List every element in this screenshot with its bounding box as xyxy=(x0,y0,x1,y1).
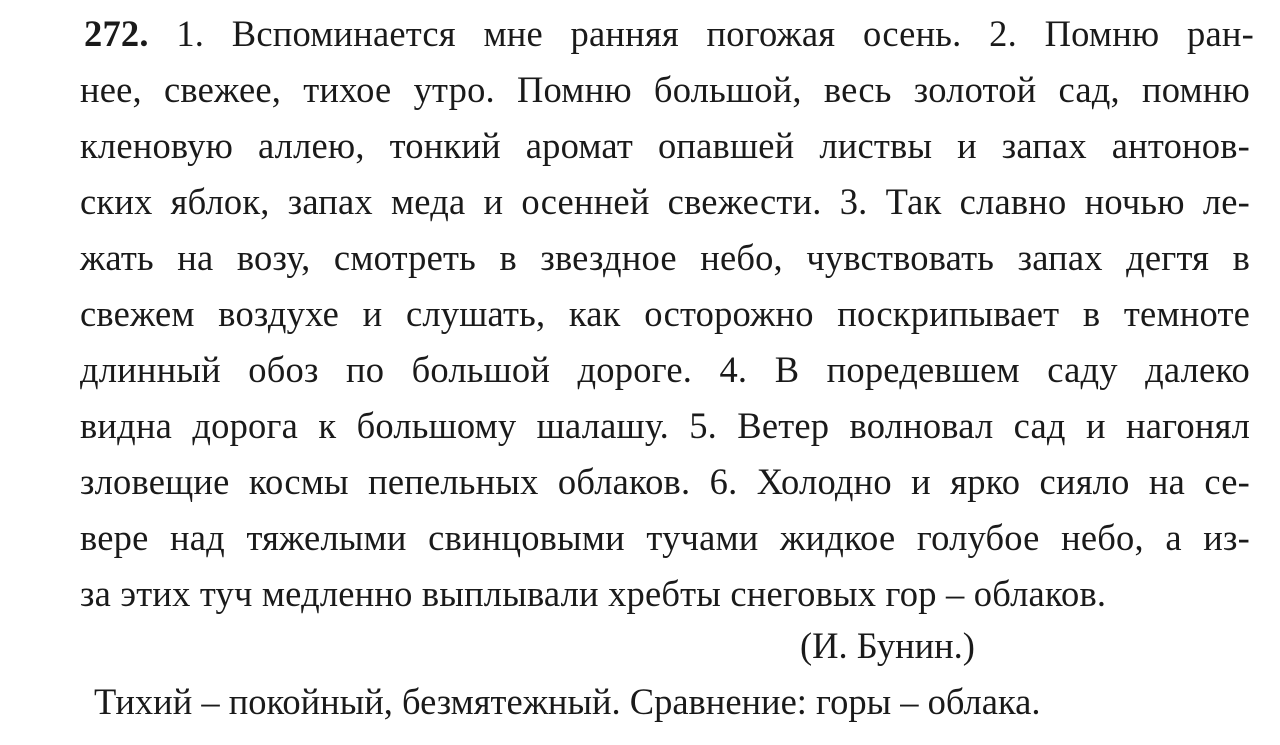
text-line-1-content: 1. Вспоминается мне ранняя погожая осень. 2. Помню ран- xyxy=(176,13,1254,54)
text-line-7: длинный обоз по большой дороге. 4. В поредевшем саду далеко xyxy=(80,349,1250,390)
text-line-4: ских яблок, запах меда и осенней свежести. 3. Так славно ночью ле- xyxy=(80,181,1250,222)
exercise-number: 272. xyxy=(84,13,149,54)
text-line-3: кленовую аллею, тонкий аромат опавшей листвы и запах антонов- xyxy=(80,125,1250,166)
vocabulary-note: Тихий – покойный, безмятежный. Сравнение: горы – облака. xyxy=(94,681,1041,722)
text-line-10: вере над тяжелыми свинцовыми тучами жидкое голубое небо, а из- xyxy=(80,517,1250,558)
text-line-9: зловещие космы пепельных облаков. 6. Холодно и ярко сияло на се- xyxy=(80,461,1250,502)
text-line-1 xyxy=(84,6,1254,62)
text-line-6: свежем воздухе и слушать, как осторожно поскрипывает в темноте xyxy=(80,293,1250,334)
text-line-2: нее, свежее, тихое утро. Помню большой, весь золотой сад, помню xyxy=(80,69,1250,110)
text-line-11: за этих туч медленно выплывали хребты снеговых гор – облаков. xyxy=(80,573,1107,614)
text-line-8: видна дорога к большому шалашу. 5. Ветер волновал сад и нагонял xyxy=(80,405,1250,446)
author-attribution: (И. Бунин.) xyxy=(800,625,975,666)
text-line-5: жать на возу, смотреть в звездное небо, чувствовать запах дегтя в xyxy=(80,237,1250,278)
